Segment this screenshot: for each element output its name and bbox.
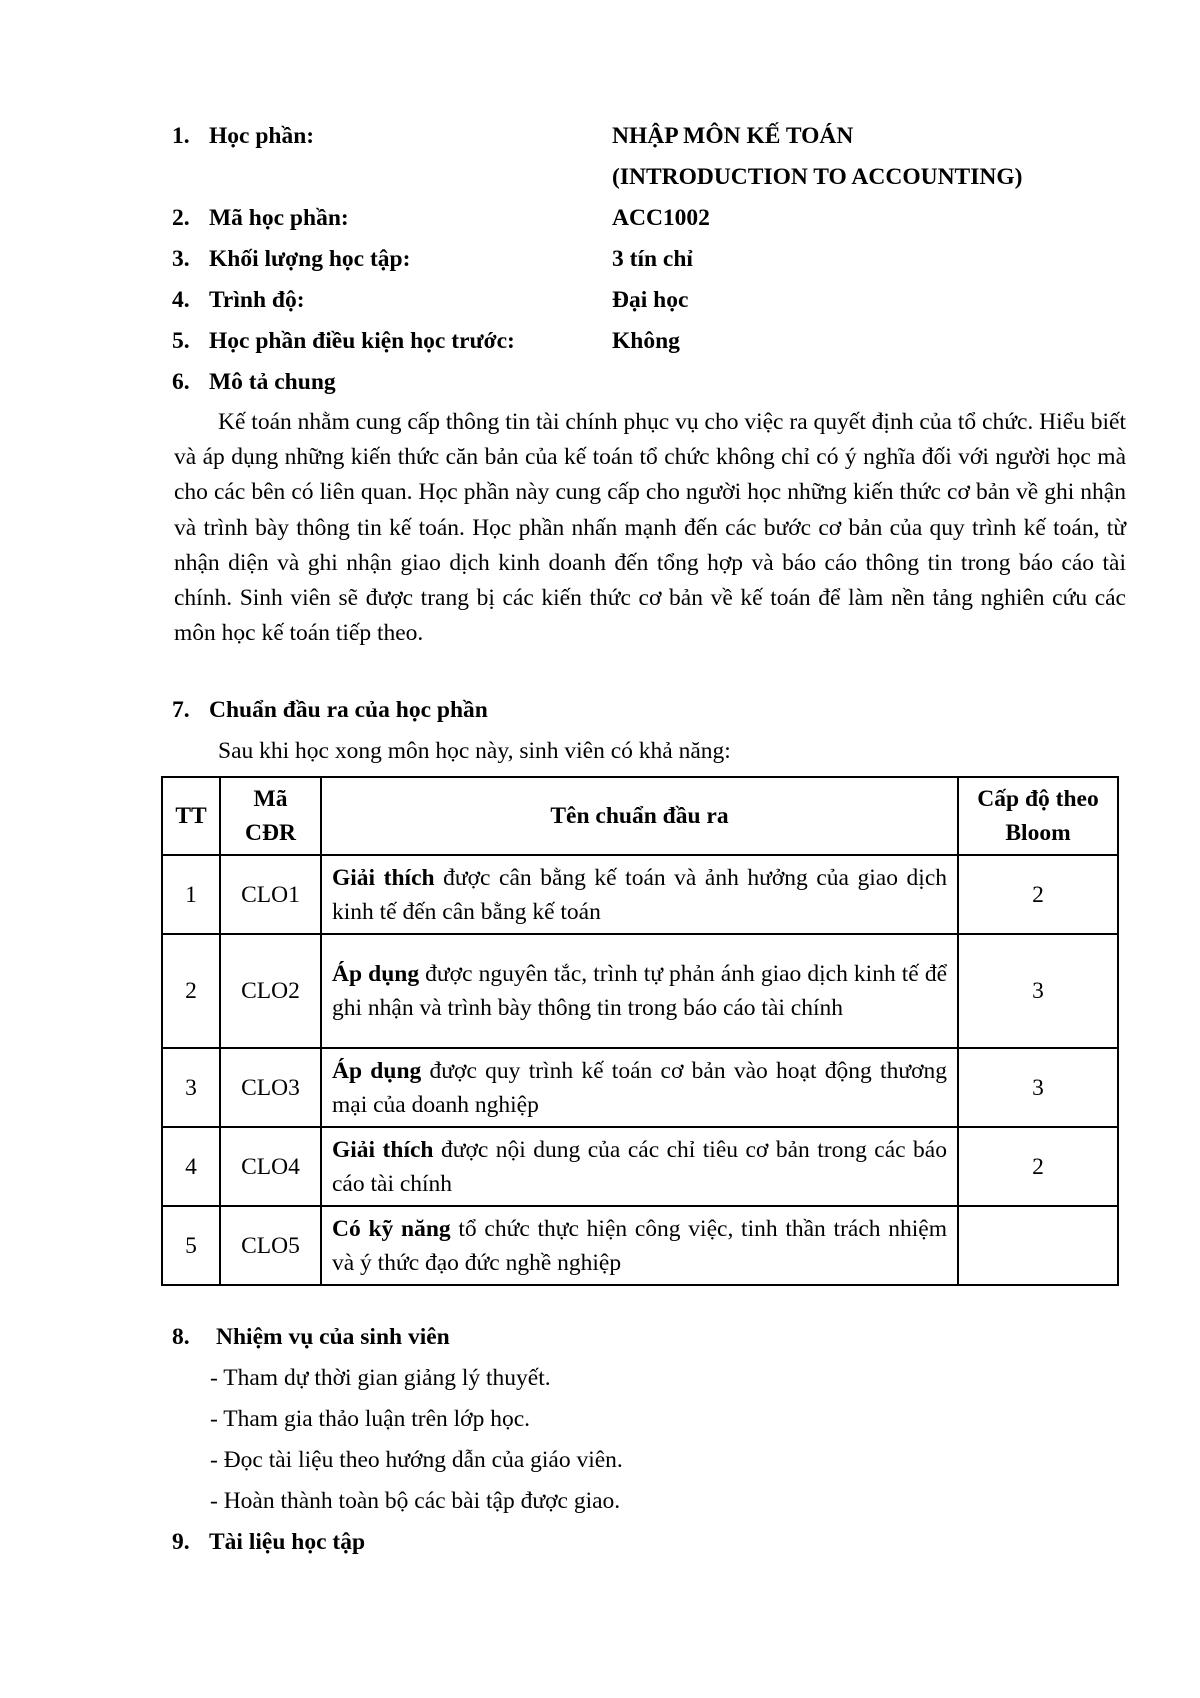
header-tt: TT bbox=[162, 777, 220, 855]
row-level: 3 bbox=[958, 1048, 1118, 1127]
header-name: Tên chuẩn đầu ra bbox=[321, 777, 958, 855]
description-paragraph: Kế toán nhằm cung cấp thông tin tài chính phục vụ cho việc ra quyết định của tổ chức. Hiểu biết và áp dụng những kiến thức căn bản của kế toán tổ chức không chỉ có ý nghĩa đối với người học mà cho các bên có liên quan. Học phần này cung cấp cho người học những kiến thức cơ bản về ghi nhận và trình bày thông tin kế toán. Học phần nhấn mạnh đến các bước cơ bản của quy trình kế toán, từ nhận diện và ghi nhận giao dịch kinh doanh đến tổng hợp và báo cáo thông tin trong báo cáo tài chính. Sinh viên sẽ được trang bị các kiến thức cơ bản về kế toán để làm nền tảng nghiên cứu các môn học kế toán tiếp theo. bbox=[174, 409, 1126, 647]
row-description bbox=[321, 1048, 958, 1127]
row-level: 2 bbox=[958, 1127, 1118, 1206]
row-description bbox=[321, 1127, 958, 1206]
row-tt: 2 bbox=[162, 934, 220, 1048]
course-name: NHẬP MÔN KẾ TOÁN bbox=[612, 123, 854, 149]
row-code: CLO2 bbox=[220, 934, 321, 1048]
list-item: - Đọc tài liệu theo hướng dẫn của giáo viên. bbox=[210, 1447, 623, 1473]
level-label: Trình độ: bbox=[209, 287, 305, 313]
table-row bbox=[162, 1048, 1118, 1127]
section-number: 9. bbox=[172, 1529, 190, 1555]
table-row bbox=[162, 934, 1118, 1048]
prerequisite-label: Học phần điều kiện học trước: bbox=[209, 328, 515, 354]
student-tasks-heading: Nhiệm vụ của sinh viên bbox=[216, 1324, 450, 1350]
row-text: được nguyên tắc, trình tự phản ánh giao dịch kinh tế để ghi nhận và trình bày thông tin trong báo cáo tài chính bbox=[332, 961, 948, 1021]
section-number: 2. bbox=[172, 205, 190, 231]
row-text: tổ chức thực hiện công việc, tinh thần trách nhiệm và ý thức đạo đức nghề nghiệp bbox=[332, 1215, 947, 1276]
row-code: CLO4 bbox=[220, 1127, 321, 1206]
learning-outcomes-table bbox=[161, 776, 1119, 1286]
row-tt: 3 bbox=[162, 1048, 220, 1127]
section-number: 8. bbox=[172, 1324, 190, 1350]
row-verb: Giải thích bbox=[332, 1136, 434, 1163]
row-description bbox=[321, 934, 958, 1048]
description-heading: Mô tả chung bbox=[209, 369, 336, 395]
row-tt: 4 bbox=[162, 1127, 220, 1206]
section-number: 3. bbox=[172, 246, 190, 272]
row-description bbox=[321, 1206, 958, 1285]
row-text: được quy trình kế toán cơ bản vào hoạt động thương mại của doanh nghiệp bbox=[332, 1057, 947, 1118]
row-tt: 1 bbox=[162, 855, 220, 934]
section-number: 5. bbox=[172, 328, 190, 354]
prerequisite-value: Không bbox=[612, 328, 680, 354]
row-level bbox=[958, 1206, 1118, 1285]
section-number: 7. bbox=[172, 697, 190, 723]
credits-label: Khối lượng học tập: bbox=[209, 246, 411, 272]
table-row bbox=[162, 1206, 1118, 1285]
row-verb: Giải thích bbox=[332, 864, 435, 891]
table-row bbox=[162, 1127, 1118, 1206]
course-code-label: Mã học phần: bbox=[209, 205, 349, 231]
header-code: Mã CĐR bbox=[220, 777, 321, 855]
table-row bbox=[162, 855, 1118, 934]
row-level: 2 bbox=[958, 855, 1118, 934]
row-verb: Áp dụng bbox=[332, 1057, 422, 1084]
course-label: Học phần: bbox=[209, 123, 315, 149]
section-number: 6. bbox=[172, 369, 190, 395]
course-code: ACC1002 bbox=[612, 205, 710, 231]
row-code: CLO5 bbox=[220, 1206, 321, 1285]
row-text: được nội dung của các chỉ tiêu cơ bản trong các báo cáo tài chính bbox=[332, 1136, 947, 1197]
header-level: Cấp độ theo Bloom bbox=[958, 777, 1118, 855]
table-header-row bbox=[162, 777, 1118, 855]
section-number: 4. bbox=[172, 287, 190, 313]
outcomes-heading: Chuẩn đầu ra của học phần bbox=[209, 697, 488, 723]
row-verb: Áp dụng bbox=[332, 961, 420, 987]
row-verb: Có kỹ năng bbox=[332, 1215, 451, 1242]
credits-value: 3 tín chỉ bbox=[612, 246, 693, 272]
row-text: được cân bằng kế toán và ảnh hưởng của giao dịch kinh tế đến cân bằng kế toán bbox=[332, 864, 947, 925]
row-level: 3 bbox=[958, 934, 1118, 1048]
row-code: CLO1 bbox=[220, 855, 321, 934]
list-item: - Tham dự thời gian giảng lý thuyết. bbox=[210, 1365, 551, 1391]
row-code: CLO3 bbox=[220, 1048, 321, 1127]
list-item: - Hoàn thành toàn bộ các bài tập được giao. bbox=[210, 1488, 621, 1514]
row-tt: 5 bbox=[162, 1206, 220, 1285]
level-value: Đại học bbox=[612, 287, 689, 313]
course-name-english: (INTRODUCTION TO ACCOUNTING) bbox=[612, 164, 1023, 190]
list-item: - Tham gia thảo luận trên lớp học. bbox=[210, 1406, 531, 1432]
row-description bbox=[321, 855, 958, 934]
section-number: 1. bbox=[172, 123, 190, 149]
materials-heading: Tài liệu học tập bbox=[209, 1529, 366, 1555]
outcomes-intro: Sau khi học xong môn học này, sinh viên có khả năng: bbox=[218, 738, 731, 764]
